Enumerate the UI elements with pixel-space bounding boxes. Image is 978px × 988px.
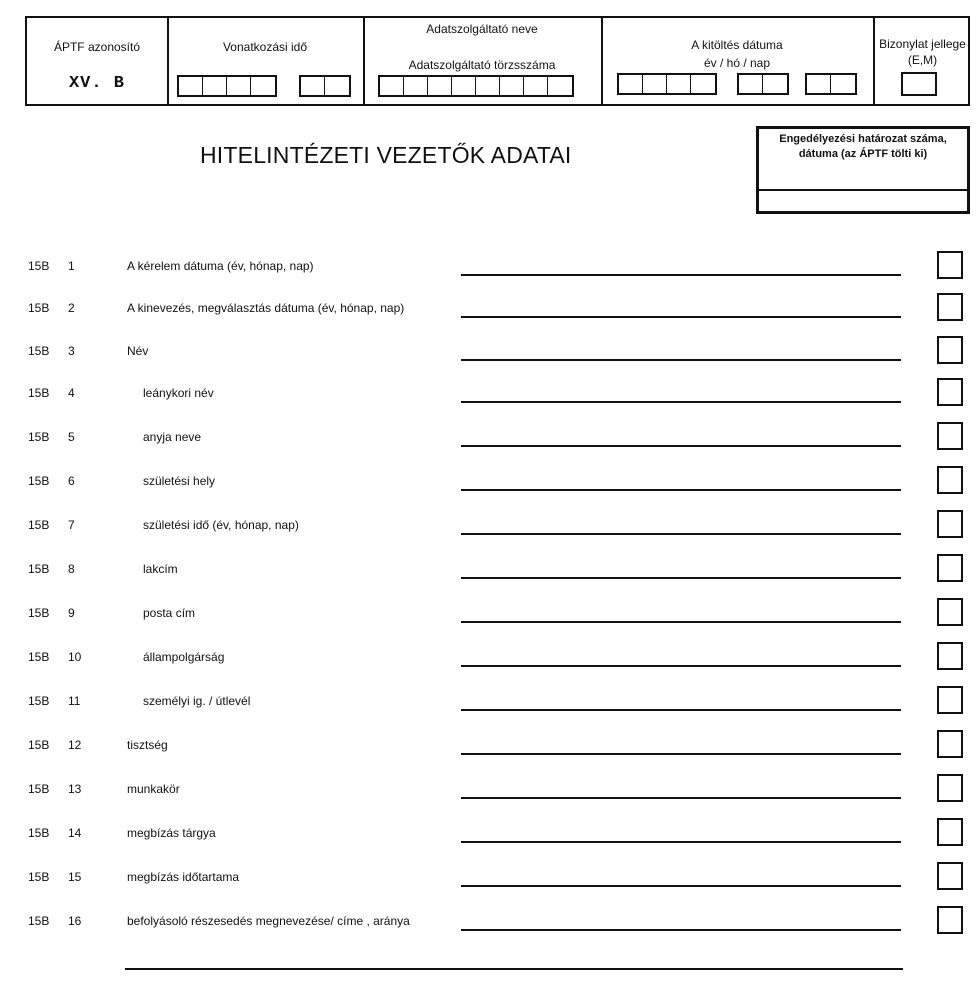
row-number: 10 <box>68 650 82 664</box>
row-code: 15B <box>28 259 50 273</box>
answer-line[interactable] <box>461 445 901 447</box>
row-number: 5 <box>68 430 75 444</box>
row-checkbox[interactable] <box>937 774 963 802</box>
doc-type-label: Bizonylat jellege (E,M) <box>879 37 966 67</box>
period-year-boxes[interactable] <box>177 75 277 97</box>
row-label: A kinevezés, megválasztás dátuma (év, hónap, nap) <box>127 301 405 315</box>
row-code: 15B <box>28 562 50 576</box>
answer-line[interactable] <box>461 709 901 711</box>
row-label: születési idő (év, hónap, nap) <box>143 518 299 532</box>
form-row <box>0 862 978 906</box>
answer-line[interactable] <box>461 621 901 623</box>
header-table <box>25 16 970 106</box>
period-month-boxes[interactable] <box>299 75 351 97</box>
row-number: 15 <box>68 870 82 884</box>
answer-line[interactable] <box>461 401 901 403</box>
row-checkbox[interactable] <box>937 554 963 582</box>
form-row <box>0 422 978 466</box>
row-checkbox[interactable] <box>937 906 963 934</box>
row-number: 7 <box>68 518 75 532</box>
row-number: 4 <box>68 386 75 400</box>
form-row <box>0 251 978 295</box>
row-checkbox[interactable] <box>937 510 963 538</box>
row-label: anyja neve <box>143 430 202 444</box>
row-label: lakcím <box>143 562 178 576</box>
form-row <box>0 774 978 818</box>
header-divider <box>167 18 169 104</box>
permit-label <box>759 132 967 162</box>
answer-line[interactable] <box>461 665 901 667</box>
permit-label-line2: dátuma (az ÁPTF tölti ki) <box>798 148 928 160</box>
answer-line[interactable] <box>461 489 901 491</box>
provider-reg-boxes[interactable] <box>378 75 574 97</box>
form-row <box>0 906 978 950</box>
row-checkbox[interactable] <box>937 862 963 890</box>
form-row <box>0 336 978 380</box>
row-label: születési hely <box>143 474 216 488</box>
row-code: 15B <box>28 826 50 840</box>
row-number: 3 <box>68 344 75 358</box>
answer-line[interactable] <box>461 359 901 361</box>
answer-line[interactable] <box>461 274 901 276</box>
page-title: HITELINTÉZETI VEZETŐK ADATAI <box>200 142 572 168</box>
row-checkbox[interactable] <box>937 598 963 626</box>
row-code: 15B <box>28 782 50 796</box>
row-label: posta cím <box>143 606 196 620</box>
row-checkbox[interactable] <box>937 378 963 406</box>
answer-line[interactable] <box>461 797 901 799</box>
row-label: állampolgárság <box>143 650 225 664</box>
row-code: 15B <box>28 650 50 664</box>
form-row <box>0 510 978 554</box>
provider-name-label: Adatszolgáltató neve <box>426 22 538 36</box>
fill-date-year-boxes[interactable] <box>617 73 717 95</box>
form-row <box>0 378 978 422</box>
row-number: 1 <box>68 259 75 273</box>
row-checkbox[interactable] <box>937 293 963 321</box>
form-row <box>0 466 978 510</box>
row-code: 15B <box>28 386 50 400</box>
row-label: A kérelem dátuma (év, hónap, nap) <box>127 259 314 273</box>
row-code: 15B <box>28 430 50 444</box>
bottom-rule <box>125 968 903 970</box>
row-number: 16 <box>68 914 82 928</box>
answer-line[interactable] <box>461 885 901 887</box>
period-label: Vonatkozási idő <box>222 40 308 54</box>
row-label: leánykori név <box>143 386 214 400</box>
row-number: 2 <box>68 301 75 315</box>
form-row <box>0 554 978 598</box>
aptf-value: XV. B <box>68 74 125 93</box>
row-label: Név <box>127 344 149 358</box>
row-code: 15B <box>28 301 50 315</box>
answer-line[interactable] <box>461 533 901 535</box>
fill-date-day-boxes[interactable] <box>805 73 857 95</box>
answer-line[interactable] <box>461 577 901 579</box>
row-label: tisztség <box>127 738 168 752</box>
row-checkbox[interactable] <box>937 642 963 670</box>
row-number: 14 <box>68 826 82 840</box>
row-code: 15B <box>28 914 50 928</box>
row-label: személyi ig. / útlevél <box>143 694 251 708</box>
row-number: 12 <box>68 738 82 752</box>
row-number: 6 <box>68 474 75 488</box>
row-checkbox[interactable] <box>937 336 963 364</box>
form-row <box>0 730 978 774</box>
row-number: 13 <box>68 782 82 796</box>
row-label: befolyásoló részesedés megnevezése/ címe , aránya <box>127 914 410 928</box>
row-code: 15B <box>28 694 50 708</box>
row-checkbox[interactable] <box>937 251 963 279</box>
row-code: 15B <box>28 738 50 752</box>
permit-label-line1: Engedélyezési határozat száma, <box>779 133 947 145</box>
row-code: 15B <box>28 344 50 358</box>
doc-type-box[interactable] <box>901 72 937 96</box>
row-checkbox[interactable] <box>937 818 963 846</box>
aptf-label: ÁPTF azonosító <box>53 40 141 54</box>
form-row <box>0 598 978 642</box>
row-number: 8 <box>68 562 75 576</box>
fill-date-month-boxes[interactable] <box>737 73 789 95</box>
row-code: 15B <box>28 474 50 488</box>
row-number: 11 <box>68 694 81 708</box>
provider-reg-label: Adatszolgáltató törzsszáma <box>408 58 556 72</box>
permit-divider <box>759 189 967 191</box>
answer-line[interactable] <box>461 841 901 843</box>
row-checkbox[interactable] <box>937 686 963 714</box>
answer-line[interactable] <box>461 929 901 931</box>
row-number: 9 <box>68 606 75 620</box>
fill-date-label: A kitöltés dátuma <box>691 38 783 52</box>
row-code: 15B <box>28 606 50 620</box>
row-checkbox[interactable] <box>937 466 963 494</box>
fill-date-format: év / hó / nap <box>703 56 771 70</box>
row-checkbox[interactable] <box>937 730 963 758</box>
permit-box <box>756 126 970 214</box>
form-row <box>0 293 978 337</box>
row-label: megbízás időtartama <box>127 870 240 884</box>
form-row <box>0 818 978 862</box>
row-label: megbízás tárgya <box>127 826 216 840</box>
form-row <box>0 686 978 730</box>
form-row <box>0 642 978 686</box>
answer-line[interactable] <box>461 753 901 755</box>
answer-line[interactable] <box>461 316 901 318</box>
row-label: munkakör <box>127 782 180 796</box>
row-checkbox[interactable] <box>937 422 963 450</box>
row-code: 15B <box>28 870 50 884</box>
row-code: 15B <box>28 518 50 532</box>
